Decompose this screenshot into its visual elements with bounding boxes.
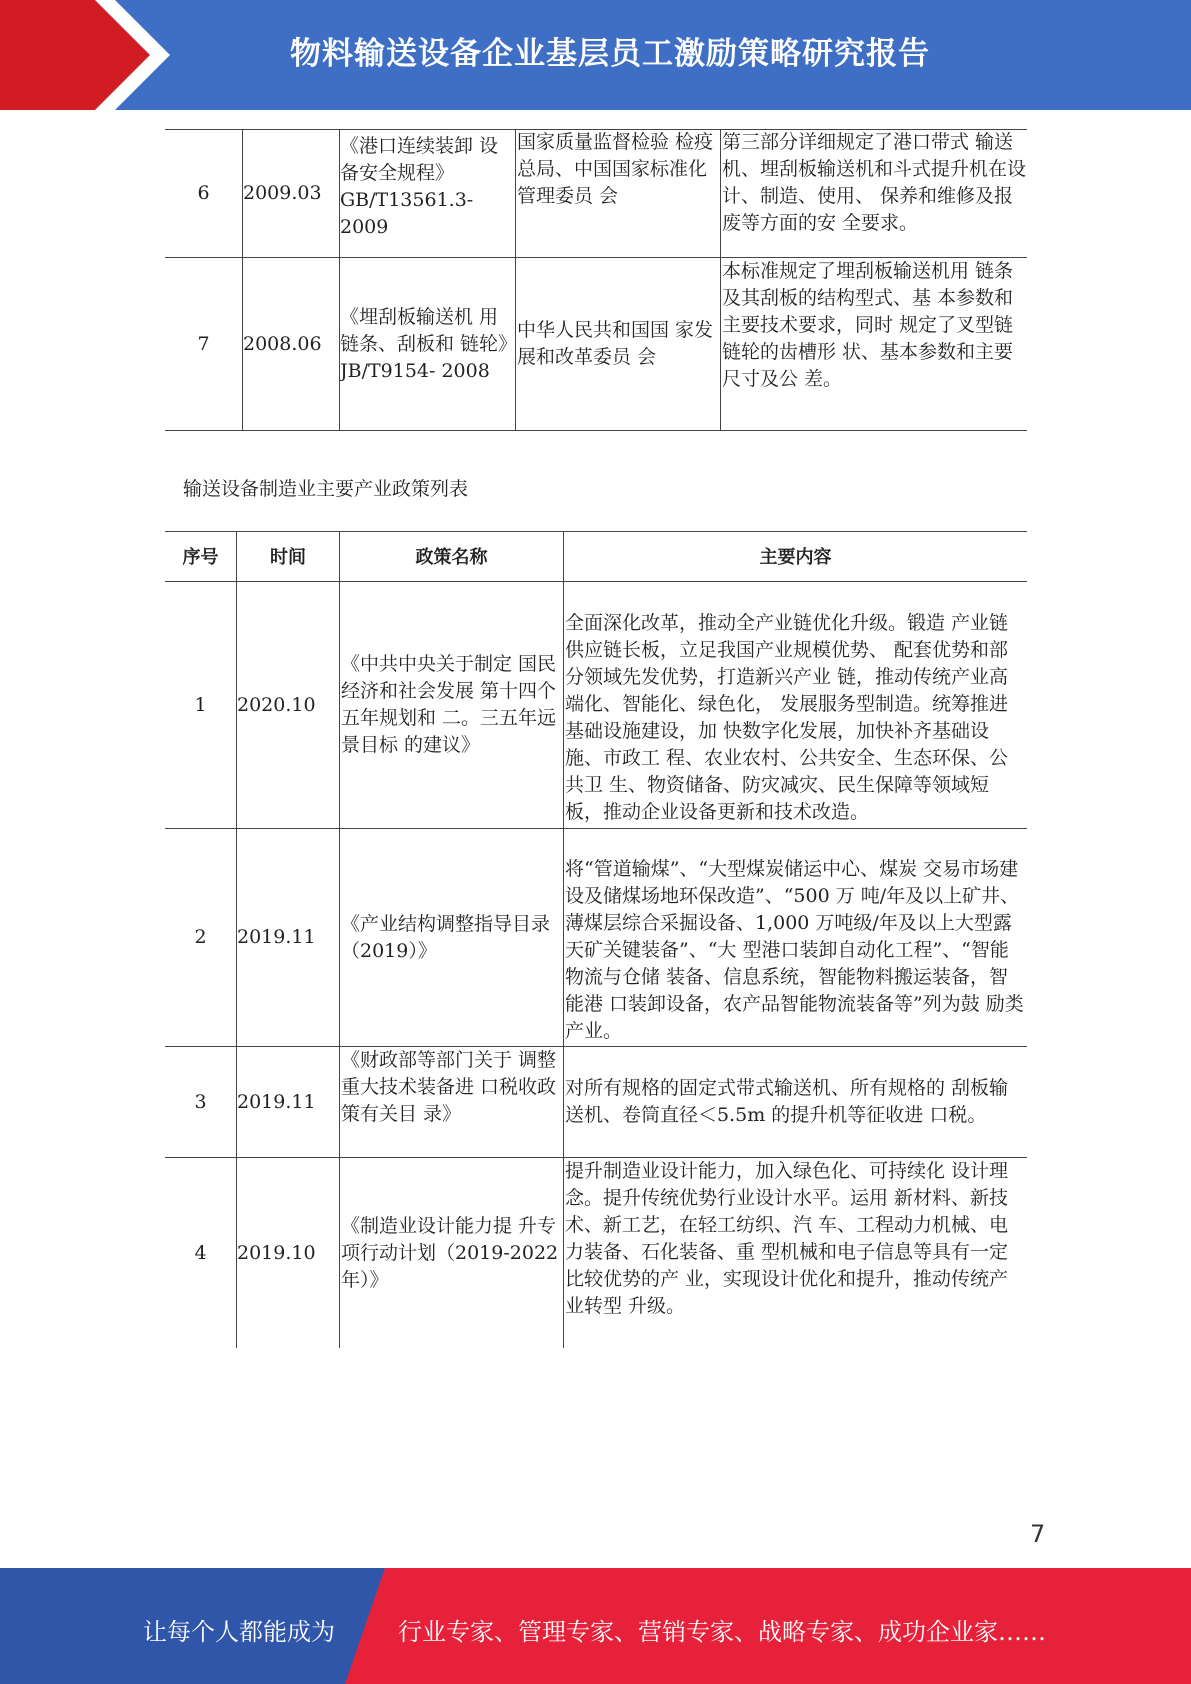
- table-column-divider: [515, 129, 516, 430]
- row-date: 2019.10: [237, 1241, 316, 1264]
- footer-slogan-right: 行业专家、管理专家、营销专家、战略专家、成功企业家……: [398, 1618, 1046, 1646]
- row-policy-name: 《埋刮板输送机 用链条、刮板和 链轮》JB/T9154- 2008: [340, 305, 508, 382]
- row-policy-name: 《中共中央关于制定 国民经济和社会发展 第十四个五年规划和 二。三五年远景目标 的建议》: [341, 653, 557, 756]
- row-content: 对所有规格的固定式带式输送机、所有规格的 刮板输送机、卷筒直径＜5.5m 的提升机等征收进 口税。: [565, 1077, 1009, 1126]
- row-date: 2019.11: [237, 1090, 316, 1113]
- row-policy-name: 《财政部等部门关于 调整重大技术装备进 口税收政策有关目 录》: [341, 1049, 557, 1125]
- row-issuer: 国家质量监督检验 检疫总局、中国国家标准化管理委员 会: [517, 131, 714, 207]
- row-date: 2009.03: [243, 181, 322, 204]
- table-column-divider: [339, 531, 340, 1348]
- row-policy-name: 《产业结构调整指导目录（2019）》: [341, 912, 551, 962]
- row-policy-name: 《港口连续装卸 设备安全规程》GB/T13561.3-2009: [340, 135, 499, 238]
- report-title: 物料输送设备企业基层员工激励策略研究报告: [290, 36, 930, 72]
- table-rule: [165, 430, 1027, 431]
- row-issuer: 中华人民共和国国 家发展和改革委员 会: [517, 319, 714, 368]
- footer-slogan-left: 让每个人都能成为: [143, 1618, 335, 1646]
- row-content: 第三部分详细规定了港口带式 输送机、埋刮板输送机和斗式提升机在设计、制造、使用、 保养和维修及报废等方面的安 全要求。: [722, 131, 1027, 234]
- row-policy-name: 《制造业设计能力提 升专项行动计划（2019-2022 年）》: [341, 1214, 559, 1291]
- table-caption: 输送设备制造业主要产业政策列表: [183, 478, 469, 500]
- table-column-divider: [563, 531, 564, 1348]
- column-header-index: 序号: [182, 547, 219, 568]
- page-number: 7: [1030, 1520, 1046, 1548]
- row-index: 1: [194, 693, 207, 716]
- row-index: 3: [194, 1090, 207, 1113]
- row-content: 本标准规定了埋刮板输送机用 链条及其刮板的结构型式、基 本参数和主要技术要求，同时 规定了叉型链链轮的齿槽形 状、基本参数和主要尺寸及公 差。: [722, 260, 1014, 390]
- row-content: 全面深化改革，推动全产业链优化升级。锻造 产业链供应链长板，立足我国产业规模优势、 配套优势和部分领域先发优势，打造新兴产业 链，推动传统产业高端化、智能化、绿色化， 发展服务型制造。统筹推进基础设施建设，加 快数字化发展，加快补齐基础设施、市政工 程、农业农村、公共安全、生态环保、公共卫 生、物资储备、防灾减灾、民生保障等领域短板，推动企业设备更新和技术改造。: [565, 612, 1009, 823]
- row-date: 2008.06: [243, 332, 322, 355]
- table-column-divider: [720, 129, 721, 430]
- row-content: 将“管道输煤”、“大型煤炭储运中心、煤炭 交易市场建设及储煤场地环保改造”、“500 万 吨/年及以上矿井、薄煤层综合采掘设备、1,000 万吨级/年及以上大型露天矿关键装备”、“大 型港口装卸自动化工程”、“智能物流与仓储 装备、信息系统，智能物料搬运装备，智能港 口装卸设备，农产品智能物流装备等”列为鼓 励类产业。: [565, 858, 1024, 1042]
- row-index: 4: [194, 1241, 207, 1264]
- column-header-date: 时间: [270, 547, 306, 568]
- column-header-content: 主要内容: [759, 547, 832, 568]
- column-header-policy-name: 政策名称: [415, 547, 488, 568]
- row-content: 提升制造业设计能力，加入绿色化、可持续化 设计理念。提升传统优势行业设计水平。运用 新材料、新技术、新工艺，在轻工纺织、汽 车、工程动力机械、电力装备、石化装备、重 型机械和电子信息等具有一定比较优势的产 业，实现设计优化和提升，推动传统产业转型 升级。: [565, 1160, 1009, 1317]
- row-index: 2: [194, 926, 207, 948]
- row-date: 2019.11: [237, 926, 316, 948]
- row-index: 6: [197, 181, 210, 204]
- row-date: 2020.10: [237, 693, 316, 716]
- row-index: 7: [197, 332, 210, 355]
